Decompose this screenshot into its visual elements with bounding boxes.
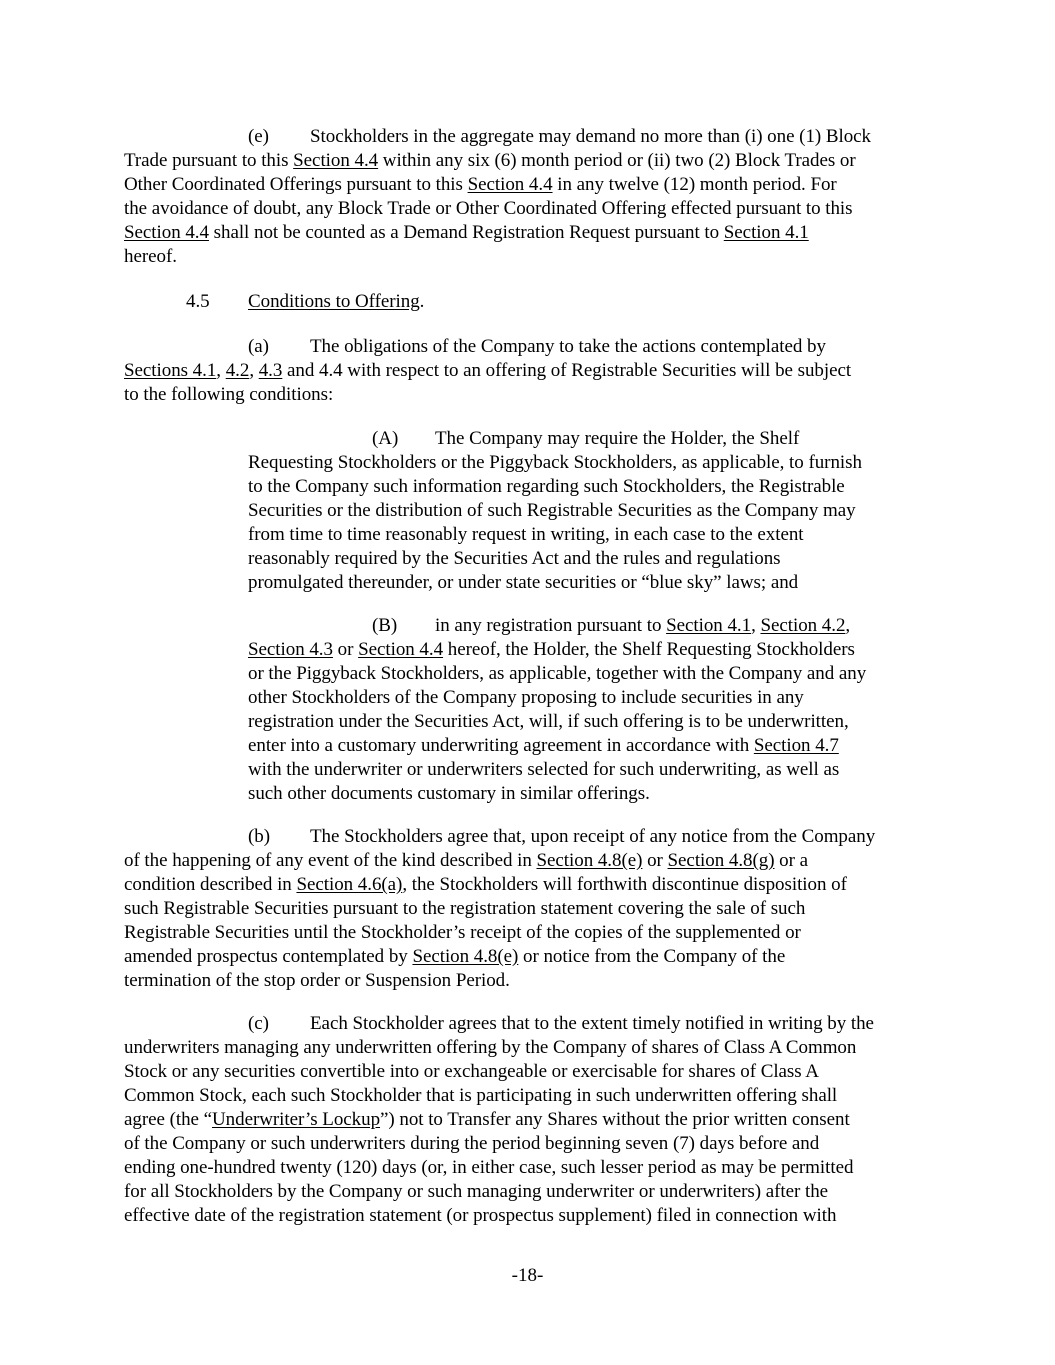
para-label: (c) (248, 1013, 269, 1034)
section-link[interactable]: Section 4.1 (666, 615, 752, 636)
para-c-line2: underwriters managing any underwritten offering by the Company of shares of Class A Common (124, 1037, 857, 1058)
defined-term: Underwriter’s Lockup (212, 1109, 381, 1130)
section-heading: 4.5 Conditions to Offering. (186, 291, 425, 312)
subpara-B-line1: (B) in any registration pursuant to Section 4.1, Section 4.2, (372, 615, 851, 636)
subpara-A-line3: to the Company such information regarding such Stockholders, the Registrable (248, 476, 845, 497)
para-b-line3: condition described in Section 4.6(a), the Stockholders will forthwith discontinue disposition of (124, 874, 847, 895)
para-label: (B) (372, 615, 398, 636)
para-c-line9: effective date of the registration statement (or prospectus supplement) filed in connection with (124, 1205, 837, 1226)
para-c-line8: for all Stockholders by the Company or such managing underwriter or underwriters) after the (124, 1181, 829, 1202)
section-link[interactable]: Section 4.8(g) (667, 850, 775, 871)
para-a-line3: to the following conditions: (124, 384, 334, 405)
section-link[interactable]: Section 4.4 (467, 174, 553, 195)
section-link[interactable]: 4.3 (258, 360, 283, 381)
para-a-line2: Sections 4.1, 4.2, 4.3 and 4.4 with respect to an offering of Registrable Securities will be subject (124, 360, 852, 381)
para-c-line6: of the Company or such underwriters during the period beginning seven (7) days before and (124, 1133, 820, 1154)
para-b-line5: Registrable Securities until the Stockholder’s receipt of the copies of the supplemented or (124, 922, 801, 943)
section-link[interactable]: Section 4.8(e) (412, 946, 519, 967)
para-e-line3: Other Coordinated Offerings pursuant to this Section 4.4 in any twelve (12) month period. For (124, 174, 837, 195)
para-e-line6: hereof. (124, 246, 177, 267)
subpara-A-line2: Requesting Stockholders or the Piggyback Stockholders, as applicable, to furnish (248, 452, 862, 473)
section-link[interactable]: Section 4.7 (753, 735, 839, 756)
subpara-B-line8: such other documents customary in similar offerings. (248, 783, 650, 804)
section-link[interactable]: Section 4.2 (760, 615, 846, 636)
subpara-A-line5: from time to time reasonably request in writing, in each case to the extent (248, 524, 804, 545)
para-c-line4: Common Stock, each such Stockholder that is participating in such underwritten offering shall (124, 1085, 838, 1106)
section-number: 4.5 (186, 291, 210, 312)
subpara-B-line6: enter into a customary underwriting agreement in accordance with Section 4.7 (248, 735, 839, 756)
subpara-B-line7: with the underwriter or underwriters selected for such underwriting, as well as (248, 759, 840, 780)
para-b-line4: such Registrable Securities pursuant to the registration statement covering the sale of such (124, 898, 806, 919)
section-link[interactable]: Section 4.4 (124, 222, 209, 243)
section-title: Conditions to Offering (248, 291, 420, 312)
para-b-line2: of the happening of any event of the kind described in Section 4.8(e) or Section 4.8(g) or a (124, 850, 808, 871)
para-b-line7: termination of the stop order or Suspension Period. (124, 970, 510, 991)
section-link[interactable]: Section 4.4 (358, 639, 444, 660)
para-c-line3: Stock or any securities convertible into or exchangeable or exercisable for shares of Class A (124, 1061, 819, 1082)
para-b-line1: (b) The Stockholders agree that, upon receipt of any notice from the Company (248, 826, 876, 847)
para-e-line4: the avoidance of doubt, any Block Trade or Other Coordinated Offering effected pursuant to this (124, 198, 853, 219)
page-number: -18- (511, 1265, 544, 1286)
para-c-line5: agree (the “Underwriter’s Lockup”) not to Transfer any Shares without the prior written consent (124, 1109, 850, 1130)
subpara-A-line7: promulgated thereunder, or under state securities or “blue sky” laws; and (248, 572, 799, 593)
section-link[interactable]: 4.2 (225, 360, 250, 381)
para-c-line7: ending one-hundred twenty (120) days (or, in either case, such lesser period as may be permitted (124, 1157, 854, 1178)
section-link[interactable]: Sections 4.1 (124, 360, 217, 381)
subpara-B-line5: registration under the Securities Act, will, if such offering is to be underwritten, (248, 711, 849, 732)
para-b-line6: amended prospectus contemplated by Section 4.8(e) or notice from the Company of the (124, 946, 786, 967)
para-label: (e) (248, 126, 269, 147)
subpara-A-line6: reasonably required by the Securities Act and the rules and regulations (248, 548, 781, 569)
para-label: (a) (248, 336, 269, 357)
para-label: (b) (248, 826, 271, 847)
subpara-B-line2: Section 4.3 or Section 4.4 hereof, the Holder, the Shelf Requesting Stockholders (248, 639, 855, 660)
para-a-line1: (a) The obligations of the Company to take the actions contemplated by (248, 336, 826, 357)
para-c-line1: (c) Each Stockholder agrees that to the extent timely notified in writing by the (248, 1013, 874, 1034)
para-e-line5: Section 4.4 shall not be counted as a Demand Registration Request pursuant to Section 4.1 (124, 222, 809, 243)
subpara-A-line4: Securities or the distribution of such Registrable Securities as the Company may (248, 500, 856, 521)
subpara-B-line4: other Stockholders of the Company proposing to include securities in any (248, 687, 804, 708)
section-link[interactable]: Section 4.3 (248, 639, 333, 660)
para-label: (A) (372, 428, 399, 449)
subpara-A-line1: (A) The Company may require the Holder, the Shelf (372, 428, 800, 449)
section-link[interactable]: Section 4.1 (723, 222, 809, 243)
para-e-line2: Trade pursuant to this Section 4.4 within any six (6) month period or (ii) two (2) Block Trades or (124, 150, 856, 171)
section-link[interactable]: Section 4.4 (293, 150, 379, 171)
section-link[interactable]: Section 4.8(e) (536, 850, 643, 871)
section-link[interactable]: Section 4.6(a) (296, 874, 403, 895)
subpara-B-line3: or the Piggyback Stockholders, as applicable, together with the Company and any (248, 663, 867, 684)
para-e-line1: (e) Stockholders in the aggregate may demand no more than (i) one (1) Block (248, 126, 872, 147)
